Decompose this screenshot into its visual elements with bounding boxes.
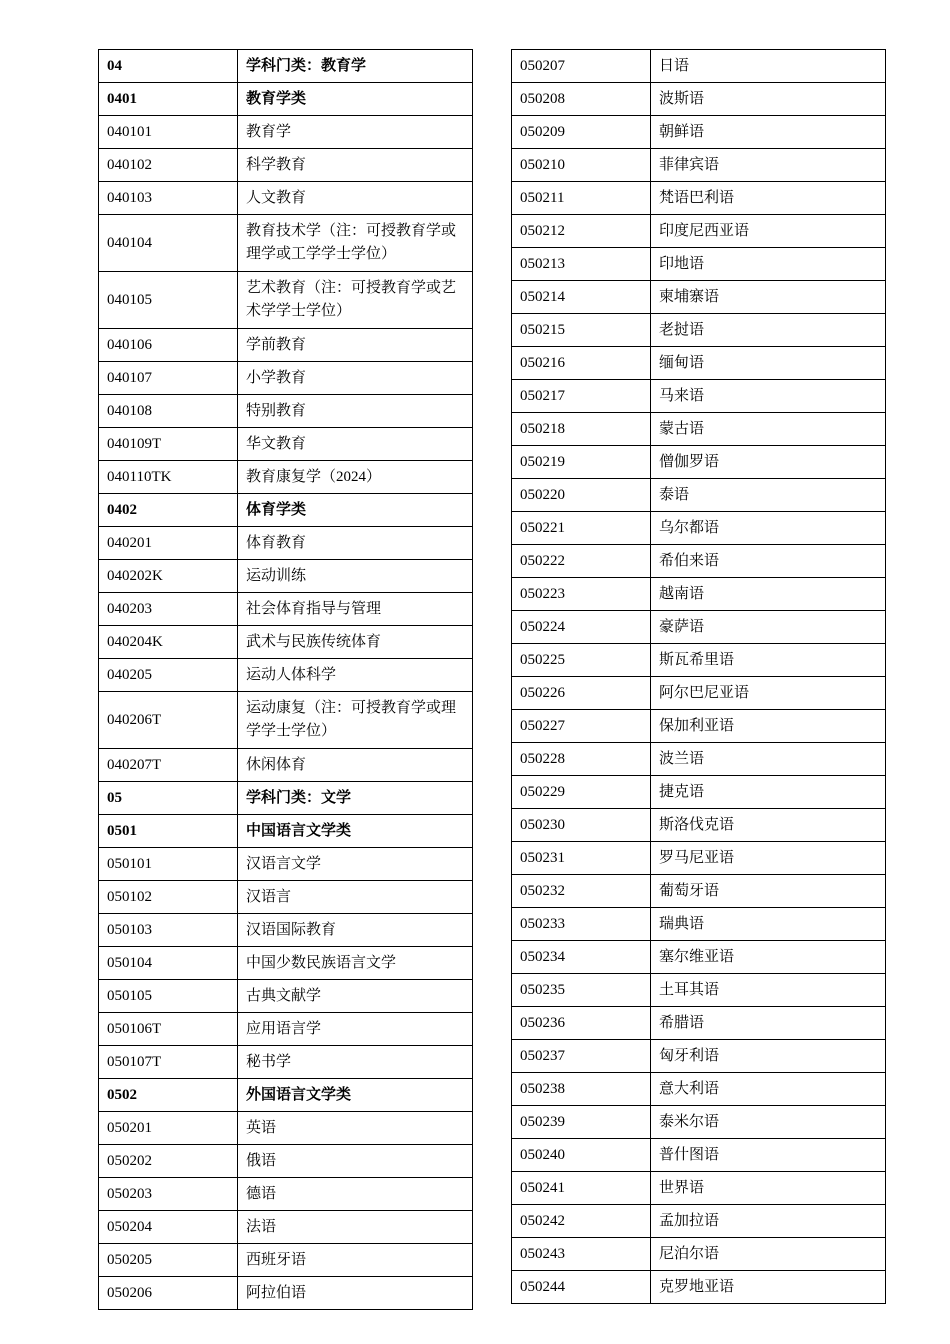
table-row bbox=[512, 1271, 886, 1304]
major-name-cell: 小学教育 bbox=[238, 362, 473, 395]
table-row bbox=[99, 1277, 473, 1310]
table-row bbox=[512, 743, 886, 776]
major-code-cell: 050220 bbox=[512, 479, 651, 512]
table-row bbox=[99, 749, 473, 782]
table-row bbox=[99, 215, 473, 272]
major-name-cell: 印度尼西亚语 bbox=[651, 215, 886, 248]
major-code-cell: 050209 bbox=[512, 116, 651, 149]
major-code-cell: 040110TK bbox=[99, 461, 238, 494]
major-code-cell: 050230 bbox=[512, 809, 651, 842]
major-code-cell: 050242 bbox=[512, 1205, 651, 1238]
table-row bbox=[512, 446, 886, 479]
major-name-cell: 阿尔巴尼亚语 bbox=[651, 677, 886, 710]
table-row bbox=[99, 1046, 473, 1079]
table-row bbox=[512, 281, 886, 314]
major-code-cell: 050201 bbox=[99, 1112, 238, 1145]
major-code-cell: 050218 bbox=[512, 413, 651, 446]
major-code-cell: 0401 bbox=[99, 83, 238, 116]
category-row bbox=[99, 815, 473, 848]
major-name-cell: 体育学类 bbox=[238, 494, 473, 527]
major-name-cell: 阿拉伯语 bbox=[238, 1277, 473, 1310]
major-name-cell: 休闲体育 bbox=[238, 749, 473, 782]
table-row bbox=[99, 560, 473, 593]
table-row bbox=[512, 149, 886, 182]
table-row bbox=[512, 710, 886, 743]
table-row bbox=[512, 215, 886, 248]
table-row bbox=[99, 527, 473, 560]
major-name-cell: 日语 bbox=[651, 50, 886, 83]
major-name-cell: 普什图语 bbox=[651, 1139, 886, 1172]
major-name-cell: 瑞典语 bbox=[651, 908, 886, 941]
category-row bbox=[99, 50, 473, 83]
major-name-cell: 老挝语 bbox=[651, 314, 886, 347]
major-code-cell: 050229 bbox=[512, 776, 651, 809]
major-name-cell: 豪萨语 bbox=[651, 611, 886, 644]
major-code-cell: 050203 bbox=[99, 1178, 238, 1211]
table-row bbox=[512, 1073, 886, 1106]
major-code-cell: 050217 bbox=[512, 380, 651, 413]
major-name-cell: 缅甸语 bbox=[651, 347, 886, 380]
table-row bbox=[512, 413, 886, 446]
major-name-cell: 武术与民族传统体育 bbox=[238, 626, 473, 659]
table-row bbox=[99, 362, 473, 395]
major-code-cell: 050103 bbox=[99, 914, 238, 947]
major-name-cell: 德语 bbox=[238, 1178, 473, 1211]
major-code-cell: 050106T bbox=[99, 1013, 238, 1046]
major-code-cell: 050214 bbox=[512, 281, 651, 314]
major-code-cell: 050238 bbox=[512, 1073, 651, 1106]
table-row bbox=[99, 428, 473, 461]
major-name-cell: 法语 bbox=[238, 1211, 473, 1244]
table-row bbox=[99, 1013, 473, 1046]
table-row bbox=[512, 1106, 886, 1139]
major-name-cell: 意大利语 bbox=[651, 1073, 886, 1106]
table-row bbox=[512, 479, 886, 512]
major-name-cell: 泰米尔语 bbox=[651, 1106, 886, 1139]
major-code-cell: 05 bbox=[99, 782, 238, 815]
table-row bbox=[99, 116, 473, 149]
table-row bbox=[99, 914, 473, 947]
major-name-cell: 希腊语 bbox=[651, 1007, 886, 1040]
major-name-cell: 西班牙语 bbox=[238, 1244, 473, 1277]
table-row bbox=[512, 545, 886, 578]
table-row bbox=[512, 644, 886, 677]
major-code-cell: 050215 bbox=[512, 314, 651, 347]
major-code-cell: 050208 bbox=[512, 83, 651, 116]
table-row bbox=[512, 1007, 886, 1040]
category-row bbox=[99, 1079, 473, 1112]
major-name-cell: 塞尔维亚语 bbox=[651, 941, 886, 974]
table-row bbox=[512, 248, 886, 281]
major-code-cell: 040104 bbox=[99, 215, 238, 272]
major-name-cell: 运动康复（注：可授教育学或理学学士学位） bbox=[238, 692, 473, 749]
major-code-cell: 050232 bbox=[512, 875, 651, 908]
table-row bbox=[99, 329, 473, 362]
major-name-cell: 教育学类 bbox=[238, 83, 473, 116]
major-code-cell: 050231 bbox=[512, 842, 651, 875]
major-name-cell: 运动人体科学 bbox=[238, 659, 473, 692]
major-name-cell: 泰语 bbox=[651, 479, 886, 512]
major-name-cell: 越南语 bbox=[651, 578, 886, 611]
table-row bbox=[512, 677, 886, 710]
major-name-cell: 秘书学 bbox=[238, 1046, 473, 1079]
table-row bbox=[99, 1145, 473, 1178]
major-name-cell: 运动训练 bbox=[238, 560, 473, 593]
table-row bbox=[512, 314, 886, 347]
major-code-cell: 0402 bbox=[99, 494, 238, 527]
major-name-cell: 汉语国际教育 bbox=[238, 914, 473, 947]
major-code-cell: 050237 bbox=[512, 1040, 651, 1073]
table-row bbox=[512, 1238, 886, 1271]
major-name-cell: 印地语 bbox=[651, 248, 886, 281]
major-name-cell: 捷克语 bbox=[651, 776, 886, 809]
table-row bbox=[512, 1139, 886, 1172]
table-row bbox=[512, 809, 886, 842]
table-row bbox=[512, 1205, 886, 1238]
category-row bbox=[99, 494, 473, 527]
major-code-cell: 050225 bbox=[512, 644, 651, 677]
table-row bbox=[512, 941, 886, 974]
table-row bbox=[512, 776, 886, 809]
table-row bbox=[512, 182, 886, 215]
major-table-right-body bbox=[512, 50, 886, 1304]
major-code-cell: 050212 bbox=[512, 215, 651, 248]
major-name-cell: 匈牙利语 bbox=[651, 1040, 886, 1073]
table-row bbox=[512, 83, 886, 116]
table-row bbox=[512, 974, 886, 1007]
major-code-cell: 050107T bbox=[99, 1046, 238, 1079]
major-code-cell: 050240 bbox=[512, 1139, 651, 1172]
major-code-cell: 040102 bbox=[99, 149, 238, 182]
major-name-cell: 世界语 bbox=[651, 1172, 886, 1205]
major-code-cell: 050222 bbox=[512, 545, 651, 578]
major-name-cell: 教育康复学（2024） bbox=[238, 461, 473, 494]
major-code-cell: 050235 bbox=[512, 974, 651, 1007]
table-row bbox=[99, 692, 473, 749]
major-name-cell: 斯瓦希里语 bbox=[651, 644, 886, 677]
major-code-cell: 050226 bbox=[512, 677, 651, 710]
major-name-cell: 学前教育 bbox=[238, 329, 473, 362]
table-row bbox=[99, 626, 473, 659]
major-name-cell: 波兰语 bbox=[651, 743, 886, 776]
table-row bbox=[512, 380, 886, 413]
major-code-cell: 050206 bbox=[99, 1277, 238, 1310]
major-code-cell: 050223 bbox=[512, 578, 651, 611]
major-name-cell: 汉语言文学 bbox=[238, 848, 473, 881]
table-row bbox=[99, 1178, 473, 1211]
major-code-cell: 050205 bbox=[99, 1244, 238, 1277]
major-code-cell: 040109T bbox=[99, 428, 238, 461]
table-row bbox=[99, 1211, 473, 1244]
major-name-cell: 尼泊尔语 bbox=[651, 1238, 886, 1271]
major-name-cell: 克罗地亚语 bbox=[651, 1271, 886, 1304]
table-row bbox=[512, 1172, 886, 1205]
major-code-cell: 050213 bbox=[512, 248, 651, 281]
major-name-cell: 中国语言文学类 bbox=[238, 815, 473, 848]
major-name-cell: 艺术教育（注：可授教育学或艺术学学士学位） bbox=[238, 272, 473, 329]
major-code-cell: 04 bbox=[99, 50, 238, 83]
table-row bbox=[512, 50, 886, 83]
major-code-cell: 040204K bbox=[99, 626, 238, 659]
major-table-left-body bbox=[99, 50, 473, 1310]
major-name-cell: 柬埔寨语 bbox=[651, 281, 886, 314]
major-name-cell: 希伯来语 bbox=[651, 545, 886, 578]
major-code-cell: 050233 bbox=[512, 908, 651, 941]
table-row bbox=[99, 1112, 473, 1145]
major-name-cell: 马来语 bbox=[651, 380, 886, 413]
major-code-cell: 040205 bbox=[99, 659, 238, 692]
table-row bbox=[512, 842, 886, 875]
major-code-cell: 050101 bbox=[99, 848, 238, 881]
major-name-cell: 外国语言文学类 bbox=[238, 1079, 473, 1112]
major-code-cell: 050104 bbox=[99, 947, 238, 980]
major-code-cell: 050204 bbox=[99, 1211, 238, 1244]
major-code-cell: 040107 bbox=[99, 362, 238, 395]
major-name-cell: 华文教育 bbox=[238, 428, 473, 461]
major-code-cell: 050241 bbox=[512, 1172, 651, 1205]
major-code-cell: 040201 bbox=[99, 527, 238, 560]
major-code-cell: 040105 bbox=[99, 272, 238, 329]
table-row bbox=[512, 578, 886, 611]
major-code-cell: 0502 bbox=[99, 1079, 238, 1112]
major-name-cell: 孟加拉语 bbox=[651, 1205, 886, 1238]
major-name-cell: 学科门类：教育学 bbox=[238, 50, 473, 83]
major-code-cell: 040206T bbox=[99, 692, 238, 749]
major-code-cell: 050202 bbox=[99, 1145, 238, 1178]
major-name-cell: 中国少数民族语言文学 bbox=[238, 947, 473, 980]
category-row bbox=[99, 83, 473, 116]
major-name-cell: 蒙古语 bbox=[651, 413, 886, 446]
major-code-cell: 050228 bbox=[512, 743, 651, 776]
major-name-cell: 罗马尼亚语 bbox=[651, 842, 886, 875]
major-name-cell: 梵语巴利语 bbox=[651, 182, 886, 215]
major-name-cell: 葡萄牙语 bbox=[651, 875, 886, 908]
major-code-cell: 050207 bbox=[512, 50, 651, 83]
major-name-cell: 波斯语 bbox=[651, 83, 886, 116]
table-row bbox=[99, 395, 473, 428]
major-name-cell: 英语 bbox=[238, 1112, 473, 1145]
table-row bbox=[512, 347, 886, 380]
major-name-cell: 乌尔都语 bbox=[651, 512, 886, 545]
table-row bbox=[512, 116, 886, 149]
major-name-cell: 斯洛伐克语 bbox=[651, 809, 886, 842]
major-code-cell: 040207T bbox=[99, 749, 238, 782]
major-table-left bbox=[98, 49, 473, 1310]
table-row bbox=[512, 875, 886, 908]
major-name-cell: 土耳其语 bbox=[651, 974, 886, 1007]
table-row bbox=[99, 272, 473, 329]
major-name-cell: 僧伽罗语 bbox=[651, 446, 886, 479]
major-code-cell: 040108 bbox=[99, 395, 238, 428]
major-table-right bbox=[511, 49, 886, 1304]
table-row bbox=[99, 881, 473, 914]
major-code-cell: 050239 bbox=[512, 1106, 651, 1139]
major-code-cell: 050244 bbox=[512, 1271, 651, 1304]
major-name-cell: 体育教育 bbox=[238, 527, 473, 560]
major-code-cell: 050105 bbox=[99, 980, 238, 1013]
major-code-cell: 050236 bbox=[512, 1007, 651, 1040]
major-code-cell: 050221 bbox=[512, 512, 651, 545]
major-code-cell: 050210 bbox=[512, 149, 651, 182]
table-row bbox=[512, 908, 886, 941]
major-code-cell: 050243 bbox=[512, 1238, 651, 1271]
major-code-cell: 040103 bbox=[99, 182, 238, 215]
major-name-cell: 汉语言 bbox=[238, 881, 473, 914]
major-code-cell: 050219 bbox=[512, 446, 651, 479]
major-code-cell: 040101 bbox=[99, 116, 238, 149]
table-row bbox=[512, 1040, 886, 1073]
table-row bbox=[512, 512, 886, 545]
major-code-cell: 050216 bbox=[512, 347, 651, 380]
major-name-cell: 古典文献学 bbox=[238, 980, 473, 1013]
category-row bbox=[99, 782, 473, 815]
major-code-cell: 040202K bbox=[99, 560, 238, 593]
table-row bbox=[512, 611, 886, 644]
table-row bbox=[99, 1244, 473, 1277]
major-code-cell: 050227 bbox=[512, 710, 651, 743]
major-name-cell: 科学教育 bbox=[238, 149, 473, 182]
table-row bbox=[99, 848, 473, 881]
major-name-cell: 教育技术学（注：可授教育学或理学或工学学士学位） bbox=[238, 215, 473, 272]
major-name-cell: 人文教育 bbox=[238, 182, 473, 215]
table-row bbox=[99, 461, 473, 494]
major-code-cell: 040106 bbox=[99, 329, 238, 362]
major-code-cell: 050102 bbox=[99, 881, 238, 914]
major-name-cell: 应用语言学 bbox=[238, 1013, 473, 1046]
table-row bbox=[99, 182, 473, 215]
major-code-cell: 0501 bbox=[99, 815, 238, 848]
table-row bbox=[99, 593, 473, 626]
major-name-cell: 俄语 bbox=[238, 1145, 473, 1178]
major-name-cell: 菲律宾语 bbox=[651, 149, 886, 182]
major-code-cell: 050234 bbox=[512, 941, 651, 974]
major-name-cell: 特别教育 bbox=[238, 395, 473, 428]
table-row bbox=[99, 980, 473, 1013]
major-code-cell: 050211 bbox=[512, 182, 651, 215]
table-row bbox=[99, 149, 473, 182]
major-code-cell: 040203 bbox=[99, 593, 238, 626]
major-name-cell: 社会体育指导与管理 bbox=[238, 593, 473, 626]
major-name-cell: 学科门类：文学 bbox=[238, 782, 473, 815]
major-name-cell: 教育学 bbox=[238, 116, 473, 149]
table-row bbox=[99, 947, 473, 980]
major-code-cell: 050224 bbox=[512, 611, 651, 644]
major-name-cell: 保加利亚语 bbox=[651, 710, 886, 743]
major-name-cell: 朝鲜语 bbox=[651, 116, 886, 149]
table-row bbox=[99, 659, 473, 692]
